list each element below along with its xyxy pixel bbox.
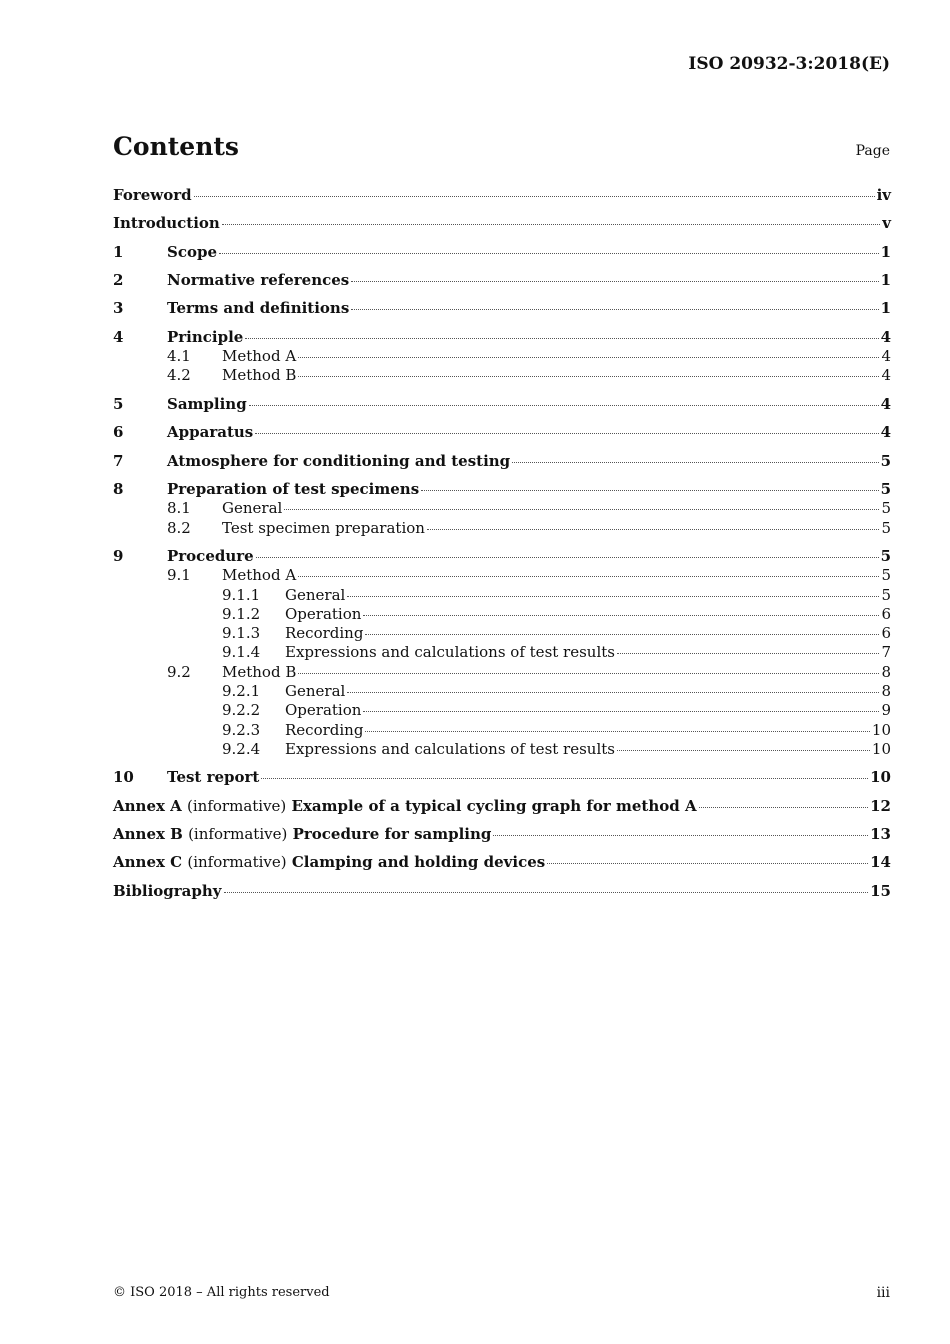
toc-entry-page: iv (876, 186, 891, 204)
toc-entry-page: 5 (880, 547, 891, 565)
toc-entry-number: 4 (113, 328, 124, 346)
dot-leader (219, 253, 879, 254)
toc-entry[interactable] (113, 882, 891, 902)
toc-entry-page: 4 (881, 347, 891, 365)
dot-leader (699, 807, 869, 808)
toc-entry[interactable] (113, 797, 891, 817)
toc-entry-page: 10 (870, 768, 891, 786)
toc-entry-number: 2 (113, 271, 124, 289)
dot-leader (493, 835, 868, 836)
toc-entry[interactable] (113, 395, 891, 415)
toc-entry-number: 9.1.1 (222, 586, 261, 604)
toc-entry-page: 7 (881, 643, 891, 661)
toc-entry-title: Bibliography (113, 882, 222, 900)
toc-entry[interactable] (113, 328, 891, 348)
dot-leader (249, 405, 879, 406)
toc-entry[interactable] (113, 566, 891, 586)
toc-entry-page: 5 (881, 499, 891, 517)
toc-entry-title: Test specimen preparation (222, 519, 425, 537)
toc-entry-page: 5 (880, 452, 891, 470)
toc-entry-title: General (285, 682, 346, 700)
toc-entry[interactable] (113, 519, 891, 539)
toc-entry[interactable] (113, 243, 891, 263)
toc-entry[interactable] (113, 347, 891, 367)
toc-entry-page: 5 (880, 480, 891, 498)
toc-entry-number: 8 (113, 480, 124, 498)
dot-leader (224, 892, 869, 893)
annex-label: Annex A (113, 797, 182, 815)
toc-entry-page: 5 (881, 586, 891, 604)
dot-leader (284, 509, 879, 510)
toc-entry-page: 14 (870, 853, 891, 871)
dot-leader (363, 615, 879, 616)
toc-entry-page: 9 (881, 701, 891, 719)
toc-entry[interactable] (113, 701, 891, 721)
toc-entry-number: 4.2 (167, 366, 191, 384)
toc-entry-title: Introduction (113, 214, 220, 232)
toc-entry-number: 10 (113, 768, 134, 786)
toc-entry-title: Preparation of test specimens (167, 480, 420, 498)
toc-entry-title: Operation (285, 701, 362, 719)
toc-entry-title: Terms and definitions (167, 299, 350, 317)
dot-leader (256, 557, 879, 558)
toc-entry-title: Method A (222, 566, 297, 584)
toc-entry-page: 4 (881, 366, 891, 384)
toc-entry-number: 9.2.2 (222, 701, 261, 719)
toc-entry[interactable] (113, 682, 891, 702)
toc-entry-title: General (222, 499, 283, 517)
toc-entry-number: 9.1.4 (222, 643, 261, 661)
toc-entry-page: 12 (870, 797, 891, 815)
annex-qualifier: (informative) (187, 853, 287, 871)
toc-entry[interactable] (113, 663, 891, 683)
toc-entry-number: 5 (113, 395, 124, 413)
toc-entry-number: 9.2.1 (222, 682, 261, 700)
toc-entry-page: 4 (880, 423, 891, 441)
toc-entry-title: Recording (285, 624, 364, 642)
dot-leader (351, 309, 878, 310)
toc-entry[interactable] (113, 721, 891, 741)
dot-leader (363, 711, 879, 712)
annex-label: Annex C (113, 853, 183, 871)
toc-entry-page: 6 (881, 605, 891, 623)
toc-entry-title (113, 825, 491, 843)
dot-leader (255, 433, 878, 434)
toc-entry[interactable] (113, 586, 891, 606)
toc-entry[interactable] (113, 643, 891, 663)
toc-entry-number: 9.1.3 (222, 624, 261, 642)
dot-leader (347, 692, 879, 693)
toc-entry-title: Apparatus (167, 423, 254, 441)
toc-entry-title (113, 797, 697, 815)
toc-entry-title: Operation (285, 605, 362, 623)
toc-entry-number: 9.1 (167, 566, 191, 584)
dot-leader (547, 863, 868, 864)
toc-entry-number: 8.1 (167, 499, 191, 517)
annex-title: Procedure for sampling (292, 825, 492, 843)
toc-entry[interactable] (113, 499, 891, 519)
dot-leader (222, 224, 880, 225)
toc-entry-title: Test report (167, 768, 260, 786)
toc-entry-page: 1 (880, 271, 891, 289)
toc-entry-page: 8 (881, 682, 891, 700)
toc-entry-page: 10 (871, 721, 891, 739)
dot-leader (298, 357, 879, 358)
toc-entry-number: 7 (113, 452, 124, 470)
dot-leader (298, 576, 879, 577)
toc-entry[interactable] (113, 423, 891, 443)
annex-label: Annex B (113, 825, 183, 843)
toc-entry-title: Atmosphere for conditioning and testing (167, 452, 511, 470)
toc-entry-page: 1 (880, 243, 891, 261)
toc-entry-title: General (285, 586, 346, 604)
toc-entry-number: 9.2.4 (222, 740, 261, 758)
dot-leader (245, 338, 878, 339)
toc-entry-number: 1 (113, 243, 124, 261)
toc-entry-number: 4.1 (167, 347, 191, 365)
toc-entry-number: 8.2 (167, 519, 191, 537)
toc-entry[interactable] (113, 825, 891, 845)
toc-entry[interactable] (113, 214, 891, 234)
toc-entry[interactable] (113, 186, 891, 206)
toc-entry[interactable] (113, 605, 891, 625)
toc-entry[interactable] (113, 853, 891, 873)
toc-entry[interactable] (113, 271, 891, 291)
dot-leader (365, 731, 869, 732)
dot-leader (365, 634, 879, 635)
toc-entry-title: Normative references (167, 271, 350, 289)
page-title: Contents (113, 132, 240, 161)
toc-entry-title: Principle (167, 328, 244, 346)
toc-entry-title: Scope (167, 243, 218, 261)
toc-entry[interactable] (113, 366, 891, 386)
document-id: ISO 20932-3:2018(E) (688, 54, 890, 74)
toc-entry-title: Sampling (167, 395, 247, 413)
toc-entry[interactable] (113, 740, 891, 760)
toc-entry-title: Method B (222, 366, 297, 384)
dot-leader (261, 778, 868, 779)
toc-entry-title: Method A (222, 347, 297, 365)
toc-entry-title: Expressions and calculations of test results (285, 740, 615, 758)
copyright-notice: © ISO 2018 – All rights reserved (113, 1285, 330, 1300)
toc-entry-title (113, 853, 545, 871)
toc-entry-page: v (882, 214, 891, 232)
toc-entry-title: Method B (222, 663, 297, 681)
toc-entry-page: 5 (881, 519, 891, 537)
toc-entry-number: 9.2.3 (222, 721, 261, 739)
dot-leader (298, 376, 879, 377)
toc-entry-title: Expressions and calculations of test results (285, 643, 615, 661)
toc-entry-page: 1 (880, 299, 891, 317)
toc-entry-number: 9.1.2 (222, 605, 261, 623)
dot-leader (351, 281, 878, 282)
toc-entry[interactable] (113, 768, 891, 788)
dot-leader (512, 462, 878, 463)
toc-entry-page: 8 (881, 663, 891, 681)
dot-leader (298, 673, 879, 674)
toc-entry-number: 6 (113, 423, 124, 441)
toc-entry-page: 4 (880, 328, 891, 346)
toc-entry[interactable] (113, 480, 891, 500)
toc-entry[interactable] (113, 452, 891, 472)
toc-entry[interactable] (113, 547, 891, 567)
toc-entry-number: 3 (113, 299, 124, 317)
toc-entry-page: 13 (870, 825, 891, 843)
toc-entry-number: 9 (113, 547, 124, 565)
annex-title: Clamping and holding devices (291, 853, 546, 871)
toc-entry-number: 9.2 (167, 663, 191, 681)
toc-entry-page: 15 (870, 882, 891, 900)
toc-entry-title: Recording (285, 721, 364, 739)
toc-entry-page: 4 (880, 395, 891, 413)
toc-entry-title: Procedure (167, 547, 254, 565)
toc-entry-title: Foreword (113, 186, 192, 204)
dot-leader (427, 529, 880, 530)
dot-leader (617, 750, 870, 751)
footer-page-number: iii (876, 1285, 890, 1301)
toc-entry-page: 10 (871, 740, 891, 758)
dot-leader (194, 196, 875, 197)
toc-entry[interactable] (113, 624, 891, 644)
toc-entry[interactable] (113, 299, 891, 319)
annex-qualifier: (informative) (187, 797, 287, 815)
toc-entry-page: 6 (881, 624, 891, 642)
dot-leader (347, 596, 879, 597)
page-column-label: Page (855, 143, 890, 159)
toc-entry-page: 5 (881, 566, 891, 584)
dot-leader (421, 490, 878, 491)
annex-qualifier: (informative) (188, 825, 288, 843)
annex-title: Example of a typical cycling graph for method A (291, 797, 697, 815)
dot-leader (617, 653, 879, 654)
